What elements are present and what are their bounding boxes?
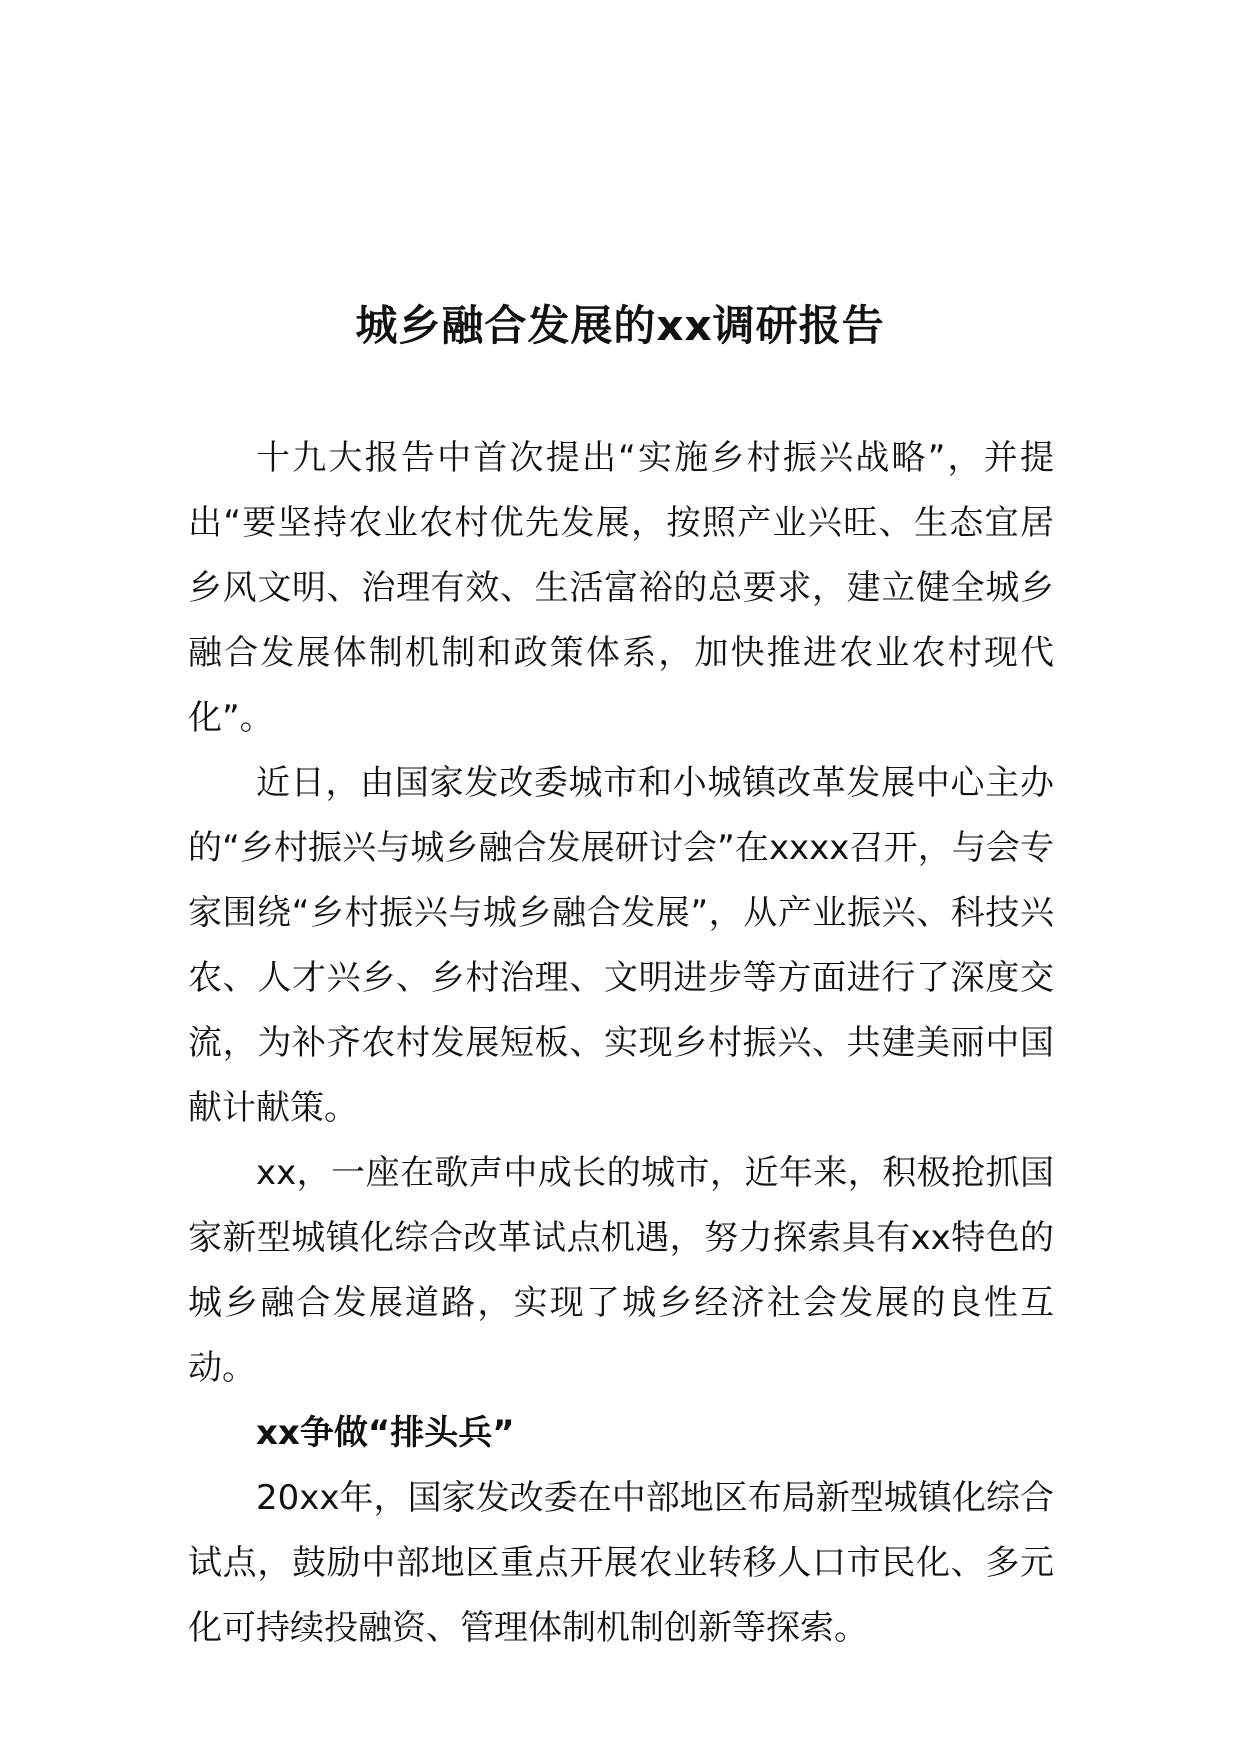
section-heading: xx争做“排头兵” <box>256 1413 515 1453</box>
document-body <box>188 426 1054 1661</box>
paragraph-seminar: 近日，由国家发改委城市和小城镇改革发展中心主办的“乡村振兴与城乡融合发展研讨会”在xxxx召开，与会专家围绕“乡村振兴与城乡融合发展”，从产业振兴、科技兴农、人才兴乡、乡村治理、文明进步等方面进行了深度交流，为补齐农村发展短板、实现乡村振兴、共建美丽中国献计献策。 <box>188 763 1054 1128</box>
paragraph-city: xx，一座在歌声中成长的城市，近年来，积极抢抓国家新型城镇化综合改革试点机遇，努力探索具有xx特色的城乡融合发展道路，实现了城乡经济社会发展的良性互动。 <box>188 1153 1054 1388</box>
paragraph-intro: 十九大报告中首次提出“实施乡村振兴战略”，并提出“要坚持农业农村优先发展，按照产业兴旺、生态宜居乡风文明、治理有效、生活富裕的总要求，建立健全城乡融合发展体制机制和政策体系，加快推进农业农村现代化”。 <box>188 438 1054 738</box>
document-title: 城乡融合发展的xx调研报告 <box>355 301 885 350</box>
paragraph-pilot: 20xx年，国家发改委在中部地区布局新型城镇化综合试点，鼓励中部地区重点开展农业转移人口市民化、多元化可持续投融资、管理体制机制创新等探索。 <box>188 1478 1054 1648</box>
